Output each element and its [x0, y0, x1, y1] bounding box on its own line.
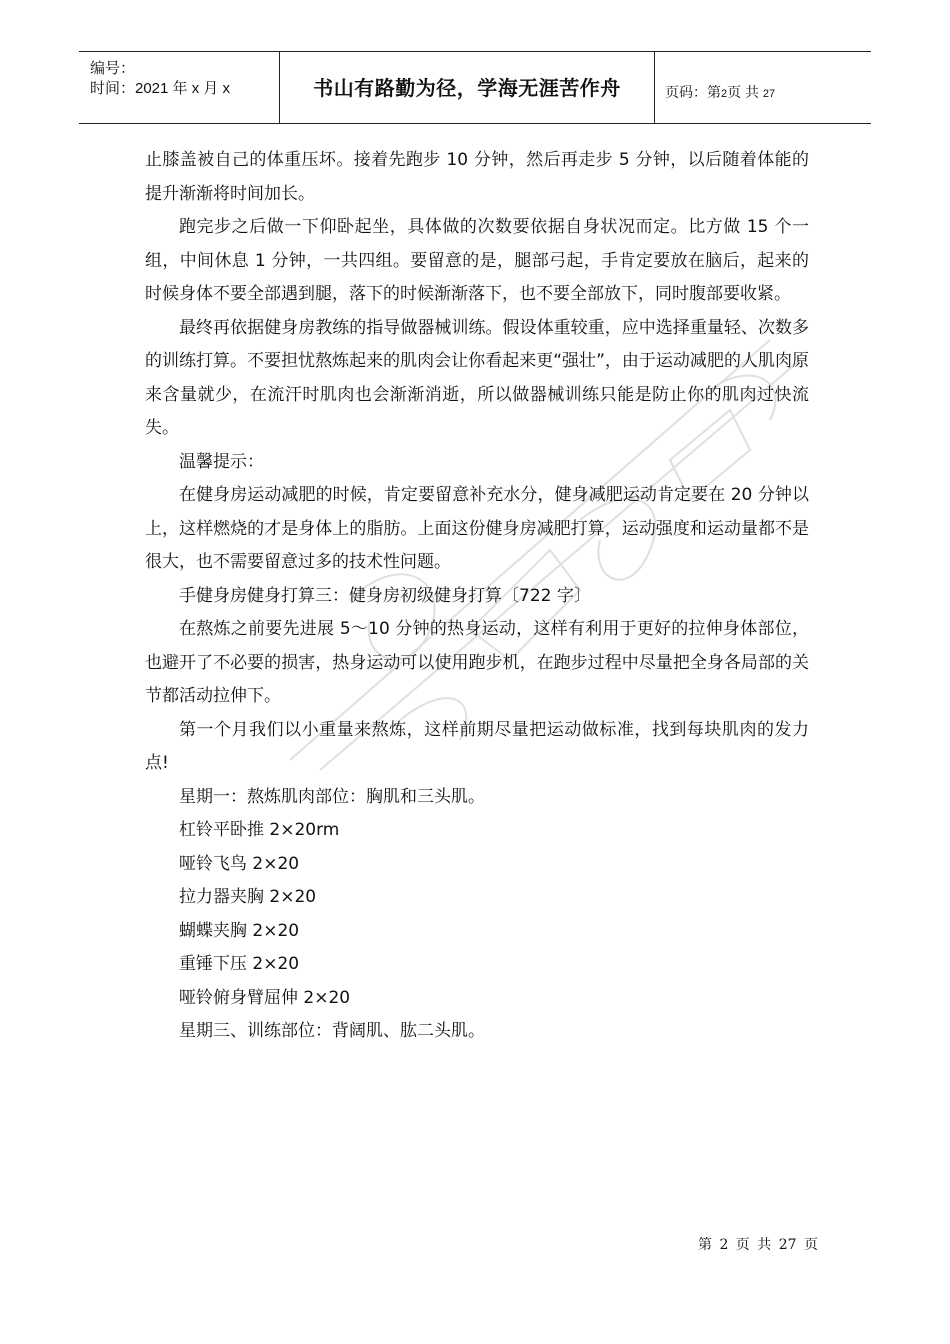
list-item: 哑铃俯身臂屈伸 2×20 [179, 987, 351, 1008]
list-item: 拉力器夹胸 2×20 [179, 887, 317, 907]
paragraph: 在熬炼之前要先进展 5～10 分钟的热身运动，这样有利用于更好的拉伸身体部位，也避开了不必要的损害，热身运动可以使用跑步机，在跑步过程中尽量把全身各局部的关节都活动拉伸下。 [145, 619, 809, 706]
number-label: 编号： [90, 60, 136, 77]
list-item: 杠铃平卧推 2×20rm [179, 820, 340, 840]
page-prefix: 页码：第 [665, 84, 721, 100]
paragraph: 星期一：熬炼肌肉部位：胸肌和三头肌。 [179, 786, 485, 807]
list-item: 重锤下压 2×20 [179, 954, 300, 974]
header-motto: 书山有路勤为径，学海无涯苦作舟 [280, 52, 655, 123]
page-current: 2 [721, 88, 728, 100]
paragraph: 温馨提示： [179, 451, 264, 472]
document-body [145, 144, 809, 1049]
paragraph: 星期三、训练部位：背阔肌、肱二头肌。 [179, 1021, 485, 1041]
paragraph: 最终再依据健身房教练的指导做器械训练。假设体重较重，应中选择重量轻、次数多的训练打算。不要担忧熬炼起来的肌肉会让你看起来更“强壮”，由于运动减肥的人肌肉原来含量就少，在流汗时肌肉也会渐渐消逝，所以做器械训练只能是防止你的肌肉过快流失。 [145, 317, 809, 438]
paragraph: 手健身房健身打算三：健身房初级健身打算〔722 字〕 [179, 585, 591, 606]
time-label: 时间：2021 年 x 月 x [90, 80, 231, 97]
page-footer: 第 2 页 共 27 页 [698, 1237, 818, 1253]
paragraph: 第一个月我们以小重量来熬炼，这样前期尽量把运动做标准，找到每块肌肉的发力点! [145, 719, 809, 773]
paragraph: 跑完步之后做一下仰卧起坐，具体做的次数要依据自身状况而定。比方做 15 个一组，中间休息 1 分钟，一共四组。要留意的是，腿部弓起，手肯定要放在脑后，起来的时候身体不要全部遇到腿，落下的时候渐渐落下，也不要全部放下，同时腹部要收紧。 [145, 217, 809, 304]
paragraph: 在健身房运动减肥的时候，肯定要留意补充水分，健身减肥运动肯定要在 20 分钟以上，这样燃烧的才是身体上的脂肪。上面这份健身房减肥打算，运动强度和运动量都不是很大，也不需要留意过多的技术性问题。 [145, 485, 809, 572]
header-meta [79, 52, 280, 123]
list-item: 蝴蝶夹胸 2×20 [179, 920, 300, 941]
page-total: 27 [762, 88, 776, 100]
header-page-info [655, 52, 871, 123]
paragraph: 止膝盖被自己的体重压坏。接着先跑步 10 分钟，然后再走步 5 分钟，以后随着体能的提升渐渐将时间加长。 [145, 150, 809, 204]
list-item: 哑铃飞鸟 2×20 [179, 853, 300, 874]
header-table [79, 51, 871, 124]
page-middle: 页 共 [727, 84, 760, 100]
